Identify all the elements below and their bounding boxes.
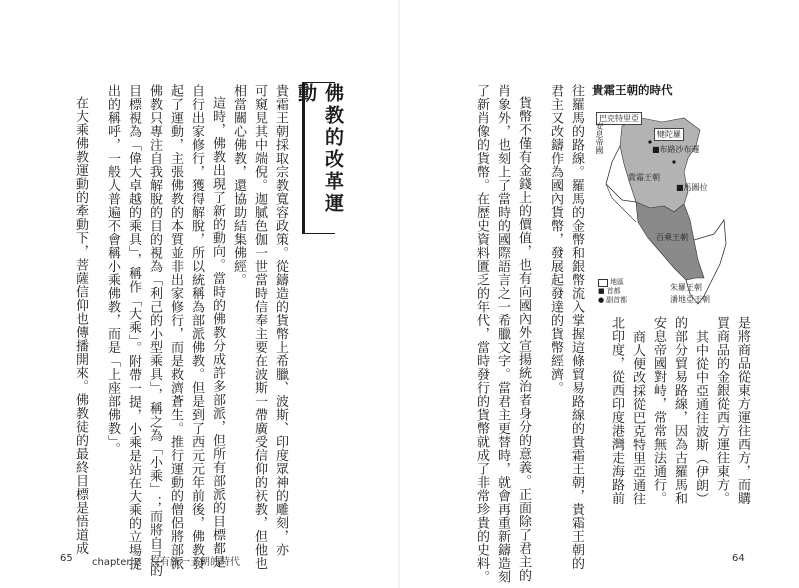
paragraph-column: 貴霜王朝採取宗教寬容政策。從鑄造的貨幣上希臘、波斯、印度眾神的雕刻，亦 [273, 84, 288, 557]
label-pandya: 潘地亞王朝 [670, 295, 710, 304]
dot-icon: ● [598, 296, 605, 304]
label-kushan: 貴霜王朝 [628, 173, 660, 182]
label-chola: 朱羅王朝 [670, 283, 702, 292]
paragraph-column: 佛教只專注自我解脫的目的視為「利己的小型乘具」，稱之為「小乘」；而將自己的 [147, 84, 162, 577]
section-title: 佛教的改革運動 [302, 82, 335, 234]
paragraph-column: 君主又改鑄作為國內貨幣，發展起發達的貨幣經濟。 [548, 84, 563, 395]
legend-swatch-region [598, 279, 608, 287]
map-title: 貴霜王朝的時代 [592, 83, 673, 97]
mathura-marker [672, 160, 675, 163]
paragraph-column: 可窺見其中端倪。迦膩色伽一世當時信奉主要在波斯一帶廣受信仰的祆教，但他也 [252, 84, 267, 570]
legend-region-label: 地區 [610, 278, 624, 286]
paragraph-column: 的部分貿易路線，因為古羅馬和 [672, 316, 687, 505]
paragraph-column: 相當關心佛教，還協助結集佛經。 [231, 84, 246, 287]
legend-capital-label: 首都 [606, 287, 621, 295]
paragraph-column: 貨幣不僅有金錢上的價值，也有向國內外宣揚統治者身分的意義。正面除了君主的 [516, 96, 531, 582]
paragraph-column: 在大乘佛教運動的牽動下，菩薩信仰也傳播開來。佛教徒的最終目標是悟道成 [73, 96, 88, 555]
paragraph-column: 往羅馬的路線。羅馬的金幣和銀幣流入掌握這條貿易路線的貴霜王朝，貴霜王朝的 [569, 84, 584, 570]
running-header: chapter 2 沒有統一王朝的時代 [92, 557, 241, 568]
legend-subcapital [598, 296, 648, 305]
paragraph-column: 自行出家修行，獲得解脫，所以統稱為部派佛教。但是到了西元元年前後，佛教發 [189, 84, 204, 570]
paragraph-column: 這時，佛教出現了新的動向。當時的佛教分成許多部派，但所有部派的目標都是 [210, 96, 225, 569]
legend-capital [598, 287, 648, 296]
paragraph-column: 買商品的金銀從西方運往東方。 [714, 316, 729, 505]
label-satavahana: 百乘王朝 [656, 233, 688, 242]
page-number: 64 [732, 553, 745, 564]
left-page [0, 0, 399, 588]
legend-subcapital-label: 副首都 [606, 296, 628, 304]
legend-region [598, 278, 648, 287]
paragraph-column: 其中從中亞通往波斯（伊朗） [693, 330, 708, 506]
square-icon: ■ [598, 287, 605, 295]
paragraph-column: 目標視為「偉大卓越的乘具」，稱作「大乘」。附帶一提，小乘是站在大乘的立場提 [126, 84, 141, 571]
paragraph-column: 了新肖像的貨幣。在歷史資料匱乏的年代，當時發行的貨幣就成了非常珍貴的史料。 [474, 84, 489, 584]
map-legend [598, 278, 648, 305]
paragraph-column: 肖象外，也刻上了當時的國際語言之一希臘文字。當君主更替時，就會再重新鑄造刻 [495, 84, 510, 584]
paragraph-column: 起了運動，主張佛教的本質並非出家修行，而是救濟蒼生。推行運動的僧侶將部派 [168, 84, 183, 570]
paragraph-column: 是將商品從東方運往西方，而購 [735, 316, 750, 505]
paragraph-column: 北印度，從西印度港灣走海路前 [609, 316, 624, 505]
label-purushapura: ■布路沙布邏 [652, 145, 700, 154]
label-bactria: 巴克特里亞 [596, 112, 642, 125]
paragraph-column: 出的稱呼，一般人普遍不會稱小乘佛教，而是「上座部佛教」。 [105, 84, 120, 456]
label-parthia: 安息帝國 [595, 122, 604, 154]
label-mathura: ■馬圖拉 [676, 183, 708, 192]
paragraph-column: 安息帝國對峙，常常無法通行。 [651, 316, 666, 505]
map-figure [592, 82, 727, 312]
page-number: 65 [60, 553, 73, 564]
label-gandhara: 犍陀羅 [654, 128, 684, 141]
paragraph-column: 商人便改採從巴克特里亞通往 [630, 330, 645, 506]
